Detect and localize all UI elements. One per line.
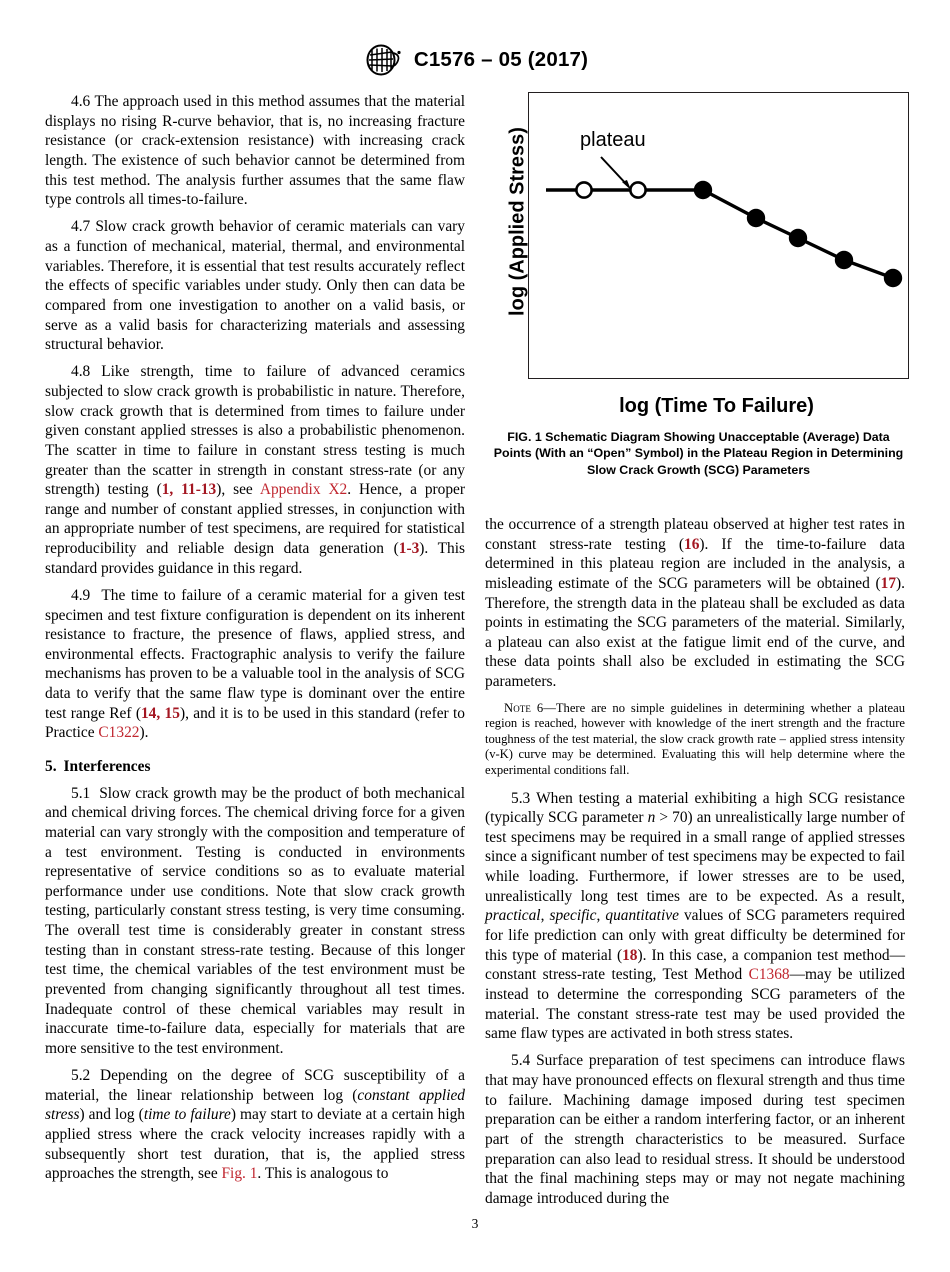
reference-citation[interactable]: 18 xyxy=(622,946,638,964)
data-point-filled xyxy=(884,269,902,287)
data-point-filled xyxy=(694,181,712,199)
para-text: When testing a material exhibiting a high SCG resistance (typically SCG parameter xyxy=(485,789,905,827)
paragraph-4-8 xyxy=(45,362,465,578)
data-point-filled xyxy=(747,209,765,227)
para-text: . This is analogous to xyxy=(257,1165,389,1183)
para-number: 5.3 xyxy=(511,789,531,807)
section-label: Interferences xyxy=(63,758,151,775)
para-text: ), and it is to be used in this standard (refer to Practice xyxy=(45,704,465,742)
para-number: 5.1 xyxy=(71,784,91,802)
emphasis-text: constant applied stress xyxy=(45,1086,466,1124)
para-text: the occurrence of a strength plateau observed at higher test rates in constant stress-rate testing ( xyxy=(485,516,905,553)
para-text: Slow crack growth behavior of ceramic materials can vary as a function of mechanical, material, thermal, and environmental variables. Therefore, it is essential that test results accurately reflect the effects of specific variables under study. Only then can data be compared from one investigation to another on a valid basis, or serve as a valid basis for characterizing materials and assessing structural behavior. xyxy=(45,218,465,354)
para-text: ). In this case, a companion test method—constant stress-rate testing, Test Method xyxy=(485,946,905,984)
chart-svg xyxy=(528,92,909,379)
para-text: , xyxy=(540,907,550,925)
para-text: Surface preparation of test specimens can introduce flaws that may have pronounced effects on flexural strength and thus time to failure. Machining damage imposed during test specimen preparation can be either a random interfering factor, or an inherent part of the strength characteristics to be measured. Surface preparation can also lead to residual stress. It should be understood that the final machining steps may or may not negate machining damage introduced during the xyxy=(485,1052,905,1207)
chart-y-axis-label: log (Applied Stress) xyxy=(506,127,529,316)
para-number: 4.8 xyxy=(71,363,91,381)
astm-logo-icon xyxy=(362,44,404,76)
figure-caption: FIG. 1 Schematic Diagram Showing Unacceptable (Average) Data Points (With an “Open” Symbol) in the Plateau Region in Determining Slow Crack Growth (SCG) Parameters xyxy=(493,430,904,477)
para-text: . Hence, a proper range and number of constant applied stresses, in conjunction with an appropriate number of test specimens, are required for statistical reproducibility and reliable design data generation ( xyxy=(45,481,465,558)
paragraph-4-9 xyxy=(45,586,465,743)
para-number: 4.6 xyxy=(71,93,91,110)
para-text: The approach used in this method assumes that the material displays no rising R-curve behavior, that is, no increasing fracture resistance (or crack-extension resistance) with increasing crack length. The existence of such behavior cannot be determined from this test method. The analysis further assumes that the same flaw type controls all times-to-failure. xyxy=(45,93,465,209)
para-text: Depending on the degree of SCG susceptibility of a material, the linear relationship between log ( xyxy=(45,1067,465,1104)
para-text: Slow crack growth may be the product of both mechanical and chemical driving forces. The chemical driving force for a given material can vary strongly with the composition and temperature of a test environment. Testing is conducted in environments representative of service conditions so as to evaluate material performance under use conditions. Note that slow crack growth testing, particularly constant stress testing, is very time consuming. The overall test time is considerably greater in constant stress testing than in constant stress-rate testing. Because of this longer test time, the chemical variables of the test environment must be prevented from changing significantly throughout all test times. Inadequate control of these chemical variables may result in inaccurate time-to-failure data, especially for materials that are more sensitive to the test environment. xyxy=(45,784,465,1057)
para-number: 4.7 xyxy=(71,218,91,236)
para-text: , xyxy=(596,907,606,925)
para-text: The time to failure of a ceramic material for a given test specimen and test fixture configuration is dependent on its inherent resistance to fracture, the presence of flaws, applied stress, and environmental effects. Fractographic analysis to verify the failure mechanisms has proven to be a valuable tool in the analysis of SCG data to verify that the same flaw type is dominant over the entire test range Ref ( xyxy=(45,586,465,722)
note-6 xyxy=(485,701,905,779)
figure-plot-area xyxy=(486,92,909,382)
data-point-filled xyxy=(789,229,807,247)
data-point-open xyxy=(576,182,591,197)
left-text-column xyxy=(45,92,465,1191)
figure-link[interactable]: Fig. 1 xyxy=(221,1165,258,1183)
para-text: > 70) an unrealistically large number of test specimens may be required in a small range of applied stresses since a significant number of test specimens may be expected to fail while loading. Furthermore, if lower stresses are to be used, unrealistically long test times are to be expected. As a result, xyxy=(485,809,905,905)
right-text-column xyxy=(485,515,905,1216)
page-number: 3 xyxy=(471,1216,479,1231)
para-text: ). This standard provides guidance in this regard. xyxy=(45,540,466,577)
figure-1 xyxy=(486,92,911,478)
para-number: 5.2 xyxy=(71,1067,91,1085)
para-text: Like strength, time to failure of advanced ceramics subjected to slow crack growth is probabilistic in nature. Therefore, slow crack growth that is determined from times to failure under given constant applied stresses is also a probabilistic phenomenon. The scatter in time to failure in constant stress testing is much greater than the scatter in strength in constant stress-rate (or any strength) testing ( xyxy=(45,363,465,499)
emphasis-text: practical xyxy=(485,907,541,925)
reference-citation[interactable]: 1, 11-13 xyxy=(161,481,217,499)
reference-citation[interactable]: 1-3 xyxy=(398,540,420,558)
paragraph-5-3 xyxy=(485,789,905,1044)
document-designation: C1576 – 05 (2017) xyxy=(413,48,589,71)
section-heading-5 xyxy=(45,757,465,777)
para-number: 5.4 xyxy=(511,1052,531,1070)
para-text: —may be utilized instead to determine the corresponding SCG parameters of the material. The constant stress-rate test may be used provided the same flaw types are activated in both stress states. xyxy=(485,966,905,1043)
paragraph-5-2-continued xyxy=(485,515,905,692)
section-number: 5. xyxy=(45,758,57,775)
data-point-filled xyxy=(835,251,853,269)
appendix-link[interactable]: Appendix X2 xyxy=(259,481,348,499)
reference-citation[interactable]: 16 xyxy=(684,535,700,553)
emphasis-text: quantitative xyxy=(605,907,679,925)
paragraph-5-4 xyxy=(485,1051,905,1208)
note-label: Note xyxy=(504,700,531,715)
reference-citation[interactable]: 17 xyxy=(880,574,897,592)
emphasis-text: time to failure xyxy=(143,1106,231,1124)
variable-symbol: n xyxy=(647,809,656,827)
para-text: ) may start to deviate at a certain high applied stress where the crack velocity increases rapidly with a subsequently short test duration, that is, the applied stress approaches the strength, see xyxy=(45,1106,465,1183)
reference-citation[interactable]: 14, 15 xyxy=(140,704,180,722)
chart-x-axis-label: log (Time To Failure) xyxy=(619,395,814,417)
note-number: 6 xyxy=(531,700,544,715)
note-text: —There are no simple guidelines in determining whether a plateau region is reached, however with knowledge of the inert strength and the fracture toughness of the test material, the slow crack growth rate – applied stress intensity (v-K) curve may be determined. Evaluating this will help determine where the experimental conditions fall. xyxy=(485,700,905,777)
para-number: 4.9 xyxy=(71,586,91,604)
para-text: ). Therefore, the strength data in the plateau shall be excluded as data points in estimating the SCG parameters of the material. Similarly, a plateau can also exist at the fatigue limit end of the curve, and these data points shall also be excluded in estimating the SCG parameters. xyxy=(485,574,905,691)
para-text: ) and log ( xyxy=(79,1106,144,1124)
para-text: values of SCG parameters required for life prediction can only with great difficulty be determined for this type of material ( xyxy=(485,907,905,964)
test-method-link[interactable]: C1368 xyxy=(748,966,790,984)
paragraph-4-7 xyxy=(45,217,465,354)
paragraph-5-1 xyxy=(45,784,465,1059)
plateau-annotation-label: plateau xyxy=(580,129,646,151)
para-text: ), see xyxy=(216,481,260,499)
data-point-open xyxy=(630,182,645,197)
para-text: ). xyxy=(139,724,149,742)
emphasis-text: specific xyxy=(549,907,597,925)
practice-link[interactable]: C1322 xyxy=(98,724,140,742)
page-header xyxy=(0,44,950,76)
paragraph-4-6 xyxy=(45,92,465,210)
paragraph-5-2 xyxy=(45,1066,465,1184)
para-text: ). If the time-to-failure data determined in this plateau region are included in the analysis, a misleading estimate of the SCG parameters will be obtained ( xyxy=(485,535,905,592)
